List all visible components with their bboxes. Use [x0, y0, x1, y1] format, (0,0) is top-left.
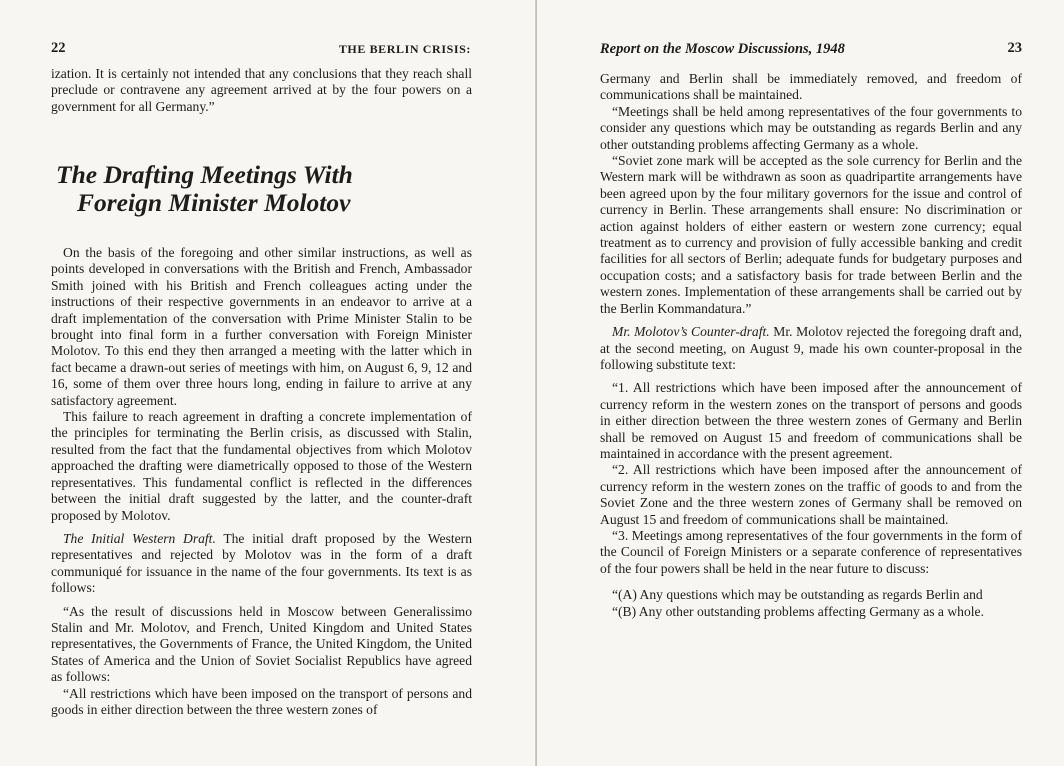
text-column-body	[51, 245, 472, 718]
text-column-top	[51, 66, 472, 115]
text-column	[600, 71, 1022, 620]
page-number: 22	[51, 40, 66, 56]
paragraph-quote: “(A) Any questions which may be outstanding as regards Berlin and	[612, 587, 983, 603]
section-run-in-heading: The Initial Western Draft.	[63, 530, 216, 546]
paragraph-initial-draft	[51, 531, 472, 597]
paragraph: On the basis of the foregoing and other similar instructions, as well as points developed in conversations with the British and French, Ambassador Smith joined with his British and French colleagues acting under the instructions of their respective governments in an endeavor to arrive at a draft implementation of the conversation with Prime Minister Stalin to be brought into final form in a further conversation with Foreign Minister Molotov. To this end they then arranged a meeting with the latter which in fact became a drawn-out series of meetings with him, on August 6, 9, 12 and 16, some of them over three hours long, ending in failure to arrive at any satisfactory agreement.	[51, 245, 472, 408]
paragraph: This failure to reach agreement in drafting a concrete implementation of the principles for terminating the Berlin crisis, as discussed with Stalin, resulted from the fact that the fundamental objectives from which Molotov approached the drafting were diametrically opposed to those of the Western representatives. This fundamental conflict is reflected in the differences between the initial draft suggested by the latter, and the counter-draft proposed by Molotov.	[51, 409, 472, 523]
paragraph-quote: “Soviet zone mark will be accepted as the sole currency for Berlin and the Western mark will be withdrawn as soon as quadripartite arrangements have been agreed upon by the four military governors for the issue and control of currency in Berlin. These arrangements shall ensure: No discrimination or action against holders of either eastern or western zone currency; equal treatment as to currency and provision of fully accessible banking and credit facilities for all sectors of Berlin; adequate funds for budgetary purposes and occupation costs; and a satisfactory basis for trade between Berlin and the western zones. Implementation of these arrangements shall be carried out by the Berlin Kommandatura.”	[600, 153, 1022, 316]
paragraph-quote: “3. Meetings among representatives of the four governments in the form of the Council of Foreign Ministers or a separate conference of representatives of the four powers shall be held in the near future to discuss:	[600, 527, 1022, 576]
paragraph-continued: Germany and Berlin shall be immediately removed, and freedom of communications shall be maintained.	[600, 71, 1022, 103]
chapter-title-line1: The Drafting Meetings With	[56, 160, 353, 189]
right-page	[537, 0, 1064, 766]
chapter-title-line2: Foreign Minister Molotov	[77, 188, 351, 217]
running-head: Report on the Moscow Discussions, 1948	[600, 41, 845, 57]
paragraph-text: Mr. Molotov rejected the foregoing draft and, at the second meeting, on August 9, made his own counter-proposal in the following substitute text:	[600, 324, 1022, 372]
paragraph-quote: “As the result of discussions held in Moscow between Generalissimo Stalin and Mr. Molotov, and French, United Kingdom and United States representatives, the Governments of France, the United Kingdom, the United States of America and the Union of Soviet Socialist Republics have agreed as follows:	[51, 603, 472, 685]
paragraph-continued: ization. It is certainly not intended that any conclusions that they reach shall preclude or contravene any agreement arrived at by the four powers on a government for all Germany.”	[51, 66, 472, 114]
section-run-in-heading: Mr. Molotov’s Counter-draft.	[612, 324, 770, 340]
paragraph-quote: “Meetings shall be held among representatives of the four governments to consider any questions which may be outstanding as regards Berlin and any other outstanding problems affecting Germany as a whole.	[600, 103, 1022, 152]
paragraph-quote: “1. All restrictions which have been imposed after the announcement of currency reform in the western zones on the transport of persons and goods in either direction between the three western zones of Germany and Berlin shall be removed on August 15 and freedom of communications shall be maintained in accordance with the present agreement.	[600, 380, 1022, 461]
running-head: THE BERLIN CRISIS:	[338, 42, 471, 56]
paragraph-quote: “All restrictions which have been imposed on the transport of persons and goods in either direction between the three western zones of	[51, 685, 472, 717]
paragraph-quote: “(B) Any other outstanding problems affecting Germany as a whole.	[612, 603, 984, 619]
paragraph-quote: “2. All restrictions which have been imposed after the announcement of currency reform in the western zones on the traffic of goods to and from the Soviet Zone and the three western zones of Germany shall be removed on August 15 and freedom of communications shall be maintained.	[600, 462, 1022, 527]
page-number: 23	[1007, 40, 1022, 56]
paragraph-counter-draft	[600, 324, 1022, 373]
chapter-title	[56, 161, 386, 217]
paragraph-text: The initial draft proposed by the Western representatives and rejected by Molotov was in the form of a draft communiqué for issuance in the name of the four governments. Its text is as follows:	[51, 530, 473, 596]
